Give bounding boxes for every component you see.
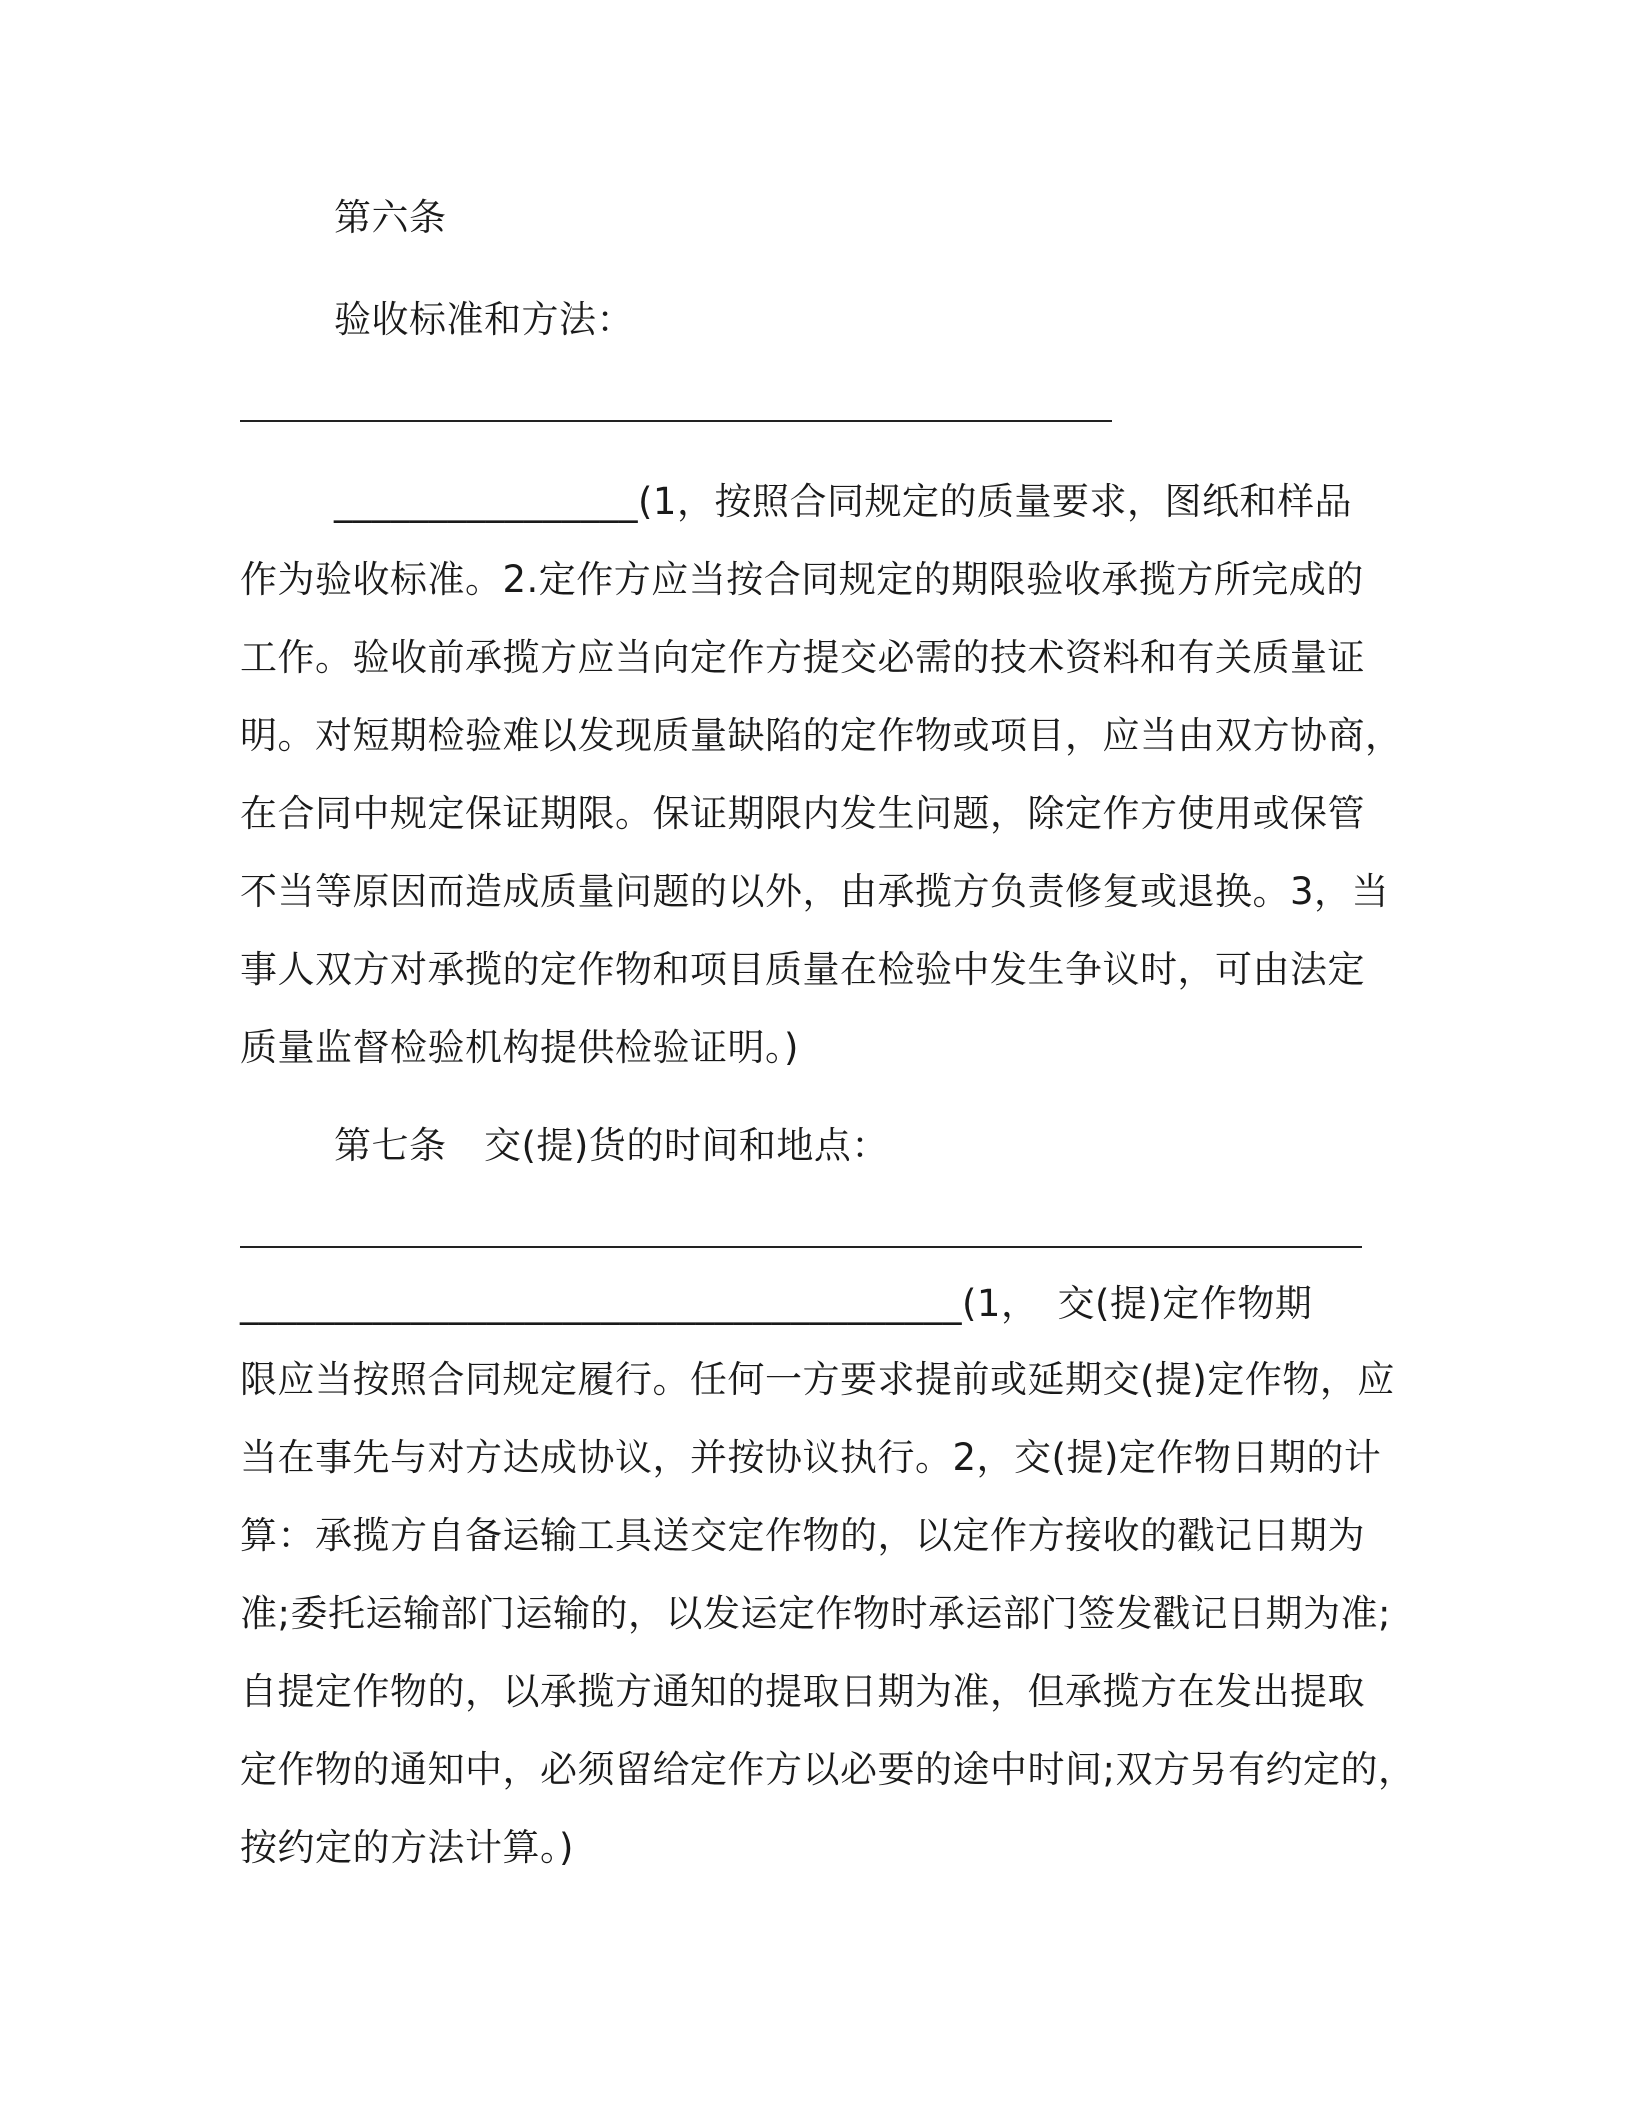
article7-text-line: 按约定的方法计算。) — [240, 1826, 574, 1869]
article6-text-line: 不当等原因而造成质量问题的以外，由承揽方负责修复或退换。3，当 — [240, 870, 1390, 913]
article7-text-line: ______________________________________(1， 交(提)定作物期 — [240, 1282, 1313, 1325]
article7-text-line: 当在事先与对方达成协议，并按协议执行。2，交(提)定作物日期的计 — [240, 1436, 1382, 1479]
article6-text-line: 在合同中规定保证期限。保证期限内发生问题，除定作方使用或保管 — [240, 792, 1365, 835]
article6-subheading: 验收标准和方法： — [334, 298, 634, 341]
article6-text-line: ________________(1，按照合同规定的质量要求，图纸和样品 — [334, 480, 1352, 523]
article6-text-line: 事人双方对承揽的定作物和项目质量在检验中发生争议时，可由法定 — [240, 948, 1365, 991]
article7-text-line: 定作物的通知中，必须留给定作方以必要的途中时间;双方另有约定的， — [240, 1748, 1416, 1791]
blank-fill-line — [240, 420, 1112, 422]
article6-text-line: 工作。验收前承揽方应当向定作方提交必需的技术资料和有关质量证 — [240, 636, 1365, 679]
article7-text-line: 算：承揽方自备运输工具送交定作物的，以定作方接收的戳记日期为 — [240, 1514, 1365, 1557]
article7-text-line: 限应当按照合同规定履行。任何一方要求提前或延期交(提)定作物，应 — [240, 1358, 1395, 1401]
article6-text-line: 质量监督检验机构提供检验证明。) — [240, 1026, 799, 1069]
article7-text-line: 自提定作物的，以承揽方通知的提取日期为准，但承揽方在发出提取 — [240, 1670, 1365, 1713]
article6-text-line: 作为验收标准。2.定作方应当按合同规定的期限验收承揽方所完成的 — [240, 558, 1364, 601]
article6-text-line: 明。对短期检验难以发现质量缺陷的定作物或项目，应当由双方协商， — [240, 714, 1403, 757]
article7-heading: 第七条 交(提)货的时间和地点： — [334, 1124, 889, 1167]
blank-fill-line — [240, 1246, 1362, 1248]
article7-text-line: 准;委托运输部门运输的，以发运定作物时承运部门签发戳记日期为准; — [240, 1592, 1391, 1635]
article6-heading: 第六条 — [334, 196, 447, 239]
